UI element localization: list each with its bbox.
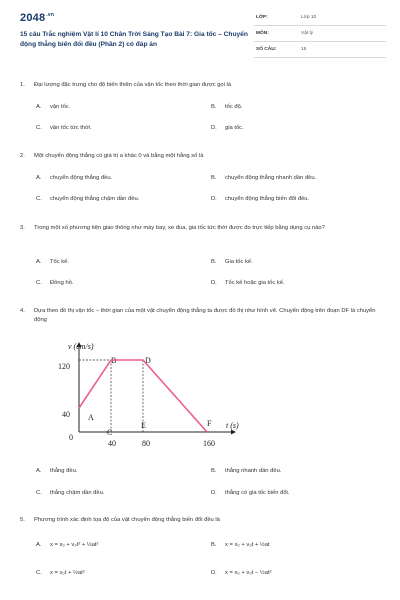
y-tick-label: 120 (58, 362, 70, 371)
x-tick-label: 40 (108, 439, 116, 448)
question-3 (20, 224, 380, 286)
option-c[interactable]: C. Đồng hồ. (36, 280, 74, 286)
meta-box (254, 13, 386, 61)
option-d[interactable]: D. thẳng có gia tốc biến đổi. (211, 490, 290, 496)
x-tick-label: 80 (142, 439, 150, 448)
question-number: 3. (20, 225, 25, 231)
option-d[interactable]: D. Tốc kế hoặc gia tốc kế. (211, 280, 285, 286)
x-axis-label: t (s) (226, 421, 239, 430)
option-b[interactable]: B. tốc độ. (211, 104, 243, 110)
question-text: Trong một số phương tiện giao thông như máy bay, xe đua, gia tốc tức thời được đo trực tiếp bằng dụng cụ nào? (34, 225, 325, 231)
meta-class: LỚP: Lớp 10 (254, 13, 386, 26)
option-a[interactable]: A. chuyển động thẳng đều. (36, 175, 113, 181)
question-2 (20, 152, 380, 202)
question-text: Một chuyển động thẳng có giá trị a khác 0 và bằng một hằng số là (34, 153, 204, 159)
question-number: 1. (20, 82, 25, 88)
origin-label: 0 (69, 433, 73, 442)
document-header (20, 12, 385, 56)
option-b[interactable]: B. x = x₀ + v₀t + ½at (211, 542, 270, 548)
question-text: Dựa theo đồ thị vận tốc – thời gian của một vật chuyển động thẳng ta được đồ thị như hình vẽ. Chuyển động trên đoạn DF là chuyển động (34, 308, 376, 323)
option-d[interactable]: D. gia tốc. (211, 125, 244, 131)
point-label-c: C (107, 428, 113, 437)
question-text: Phương trình xác định tọa độ của vật chuyển động thẳng biến đổi đều là (34, 517, 220, 523)
option-d[interactable]: D. x = x₀ + v₀t − ½at² (211, 570, 272, 576)
point-label-f: F (207, 419, 212, 428)
x-axis-arrow (231, 430, 236, 435)
velocity-time-graph (49, 338, 239, 450)
point-label-e: E (141, 421, 146, 430)
option-b[interactable]: B. chuyển động thẳng nhanh dần đều. (211, 175, 317, 181)
meta-count: SỐ CÂU: 15 (254, 45, 386, 58)
option-a[interactable]: A. vận tốc. (36, 104, 71, 110)
question-number: 5. (20, 517, 25, 523)
option-c[interactable]: C. thẳng chậm dần đều. (36, 490, 105, 496)
option-c[interactable]: C. chuyển động thẳng chậm dần đều. (36, 196, 140, 202)
question-number: 2. (20, 153, 25, 159)
option-c[interactable]: C. x = v₀t + ½at² (36, 570, 85, 576)
option-c[interactable]: C. vận tốc tức thời. (36, 125, 92, 131)
question-text: Đại lượng đặc trưng cho độ biến thiên của vận tốc theo thời gian được gọi là (34, 82, 232, 88)
point-label-b: B (111, 356, 117, 365)
question-5 (20, 516, 380, 576)
option-a[interactable]: A. x = x₀ + v₀t² + ½at² (36, 542, 99, 548)
y-axis-label: v (cm/s) (68, 342, 94, 351)
option-a[interactable]: A. thẳng đều. (36, 468, 78, 474)
point-label-a: A (88, 413, 94, 422)
question-1 (20, 81, 380, 131)
x-tick-label: 160 (203, 439, 215, 448)
meta-subject: MÔN: Vật lý (254, 29, 386, 42)
option-b[interactable]: B. Gia tốc kế. (211, 259, 253, 265)
site-logo[interactable]: $2048^{.vn}$ (20, 12, 55, 24)
option-a[interactable]: A. Tốc kế. (36, 259, 70, 265)
y-tick-label: 40 (62, 410, 70, 419)
option-b[interactable]: B. thẳng nhanh dần đều. (211, 468, 282, 474)
document-title: 15 câu Trắc nghiệm Vật lí 10 Chân Trời Sáng Tạo Bài 7: Gia tốc – Chuyển động thẳng biến đổi đều (Phần 2) có đáp án (20, 31, 248, 48)
point-label-d: D (145, 356, 151, 365)
question-number: 4. (20, 308, 25, 314)
graph-svg (49, 338, 239, 450)
option-d[interactable]: D. chuyển động thẳng biến đổi đều. (211, 196, 310, 202)
